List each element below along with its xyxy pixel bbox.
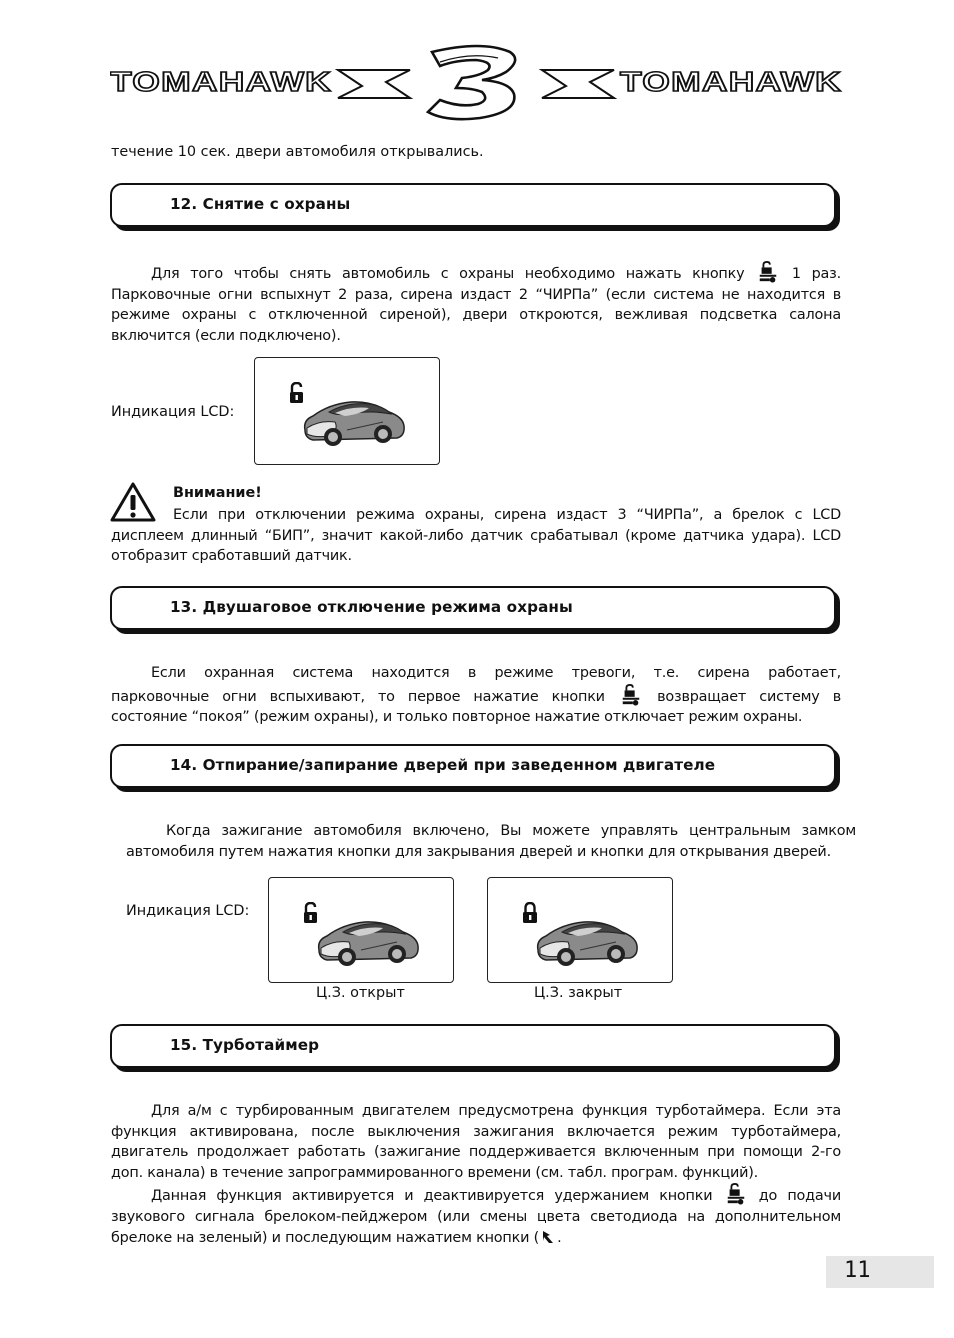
warning-line-2: дисплеем длинный “БИП”, значит какой-либо датчик срабатывал (кроме датчика удара). LCD	[111, 527, 841, 544]
brand-logo	[110, 42, 844, 126]
intro-text: течение 10 сек. двери автомобиля открывались.	[111, 144, 484, 160]
section-15-line-1: Для а/м с турбированным двигателем предусмотрена функция турботаймера. Если эта	[151, 1103, 841, 1119]
section-14-body	[126, 821, 856, 862]
warning-line-3: отобразит сработавший датчик.	[111, 548, 352, 565]
section-12-line-2: Парковочные огни вспыхнут 2 раза, сирена издаст 2 “ЧИРПа” (если система не находится в	[111, 286, 841, 303]
section-15-line-4: доп. канала) в течение запрограммированного времени (см. табл. програм. функций).	[111, 1164, 759, 1181]
lcd-display-open	[268, 877, 454, 983]
button-icon	[541, 1229, 555, 1245]
section-14-line-1: Когда зажигание автомобиля включено, Вы можете управлять центральным замком	[166, 823, 856, 839]
section-15-line-7: брелоке на зеленый) и последующим нажатием кнопки (	[111, 1229, 540, 1246]
warning-body	[111, 505, 841, 567]
lcd-label: Индикация LCD:	[111, 404, 235, 420]
section-12-line-3: режиме охраны с отключенной сиреной), двери откроются, вежливая подсветка салона	[111, 307, 841, 324]
section-12-body	[111, 261, 841, 346]
section-12-line-1: Для того чтобы снять автомобиль с охраны необходимо нажать кнопку	[151, 266, 745, 282]
car-icon	[313, 910, 423, 970]
unlock-key-icon	[726, 1183, 746, 1205]
section-13-line-1: Если охранная система находится в режиме тревоги, т.е. сирена работает,	[151, 665, 841, 681]
car-icon	[299, 390, 409, 450]
section-14-title: 14. Отпирание/запирание дверей при заведенном двигателе	[170, 756, 716, 774]
section-15-header	[110, 1024, 836, 1068]
unlock-key-icon	[621, 684, 641, 706]
section-12-title: 12. Снятие с охраны	[170, 195, 351, 213]
section-12-line-1b: 1 раз.	[791, 266, 841, 282]
page-number-box	[826, 1256, 934, 1288]
lcd-display	[254, 357, 440, 465]
section-15-body	[111, 1101, 841, 1248]
caption-closed: Ц.З. закрыт	[534, 985, 623, 1001]
page-number: 11	[844, 1258, 871, 1283]
section-12-line-4: включится (если подключено).	[111, 327, 341, 344]
section-14-header	[110, 744, 836, 788]
svg-text:TOMAHAWK: TOMAHAWK	[620, 66, 842, 97]
section-15-line-2: функция активирована, после выключения зажигания включается режим турботаймера,	[111, 1123, 841, 1140]
warning-title: Внимание!	[173, 485, 262, 501]
section-13-line-2b: возвращает систему в	[657, 688, 842, 705]
section-15-line-6: звукового сигнала брелоком-пейджером (или смены цвета светодиода на дополнительном	[111, 1208, 841, 1225]
section-13-body	[111, 663, 841, 728]
lcd-display-closed	[487, 877, 673, 983]
section-15-line-5b: до подачи	[758, 1188, 841, 1205]
unlock-key-icon	[758, 261, 778, 283]
svg-text:TOMAHAWK: TOMAHAWK	[110, 66, 332, 97]
warning-line-1: Если при отключении режима охраны, сирена издаст 3 “ЧИРПа”, а брелок с LCD	[173, 507, 841, 523]
caption-open: Ц.З. открыт	[316, 985, 405, 1001]
section-13-header	[110, 586, 836, 630]
car-icon	[532, 910, 642, 970]
section-15-line-7-end: .	[557, 1229, 562, 1246]
section-14-line-2: автомобиля путем нажатия кнопки для закрывания дверей и кнопки для открывания дверей.	[126, 843, 831, 860]
section-15-line-5a: Данная функция активируется и деактивируется удержанием кнопки	[151, 1188, 713, 1205]
section-15-title: 15. Турботаймер	[170, 1036, 320, 1054]
section-13-line-2a: парковочные огни вспыхивают, то первое нажатие кнопки	[111, 688, 605, 705]
section-15-line-3: двигатель продолжает работать (зажигание поддерживается включенным при помощи 2-го	[111, 1144, 841, 1161]
section-13-title: 13. Двушаговое отключение режима охраны	[170, 598, 573, 616]
section-13-line-3: состояние “покоя” (режим охраны), и только повторное нажатие отключает режим охраны.	[111, 709, 803, 726]
lcd-label-14: Индикация LCD:	[126, 903, 250, 919]
section-12-header	[110, 183, 836, 227]
